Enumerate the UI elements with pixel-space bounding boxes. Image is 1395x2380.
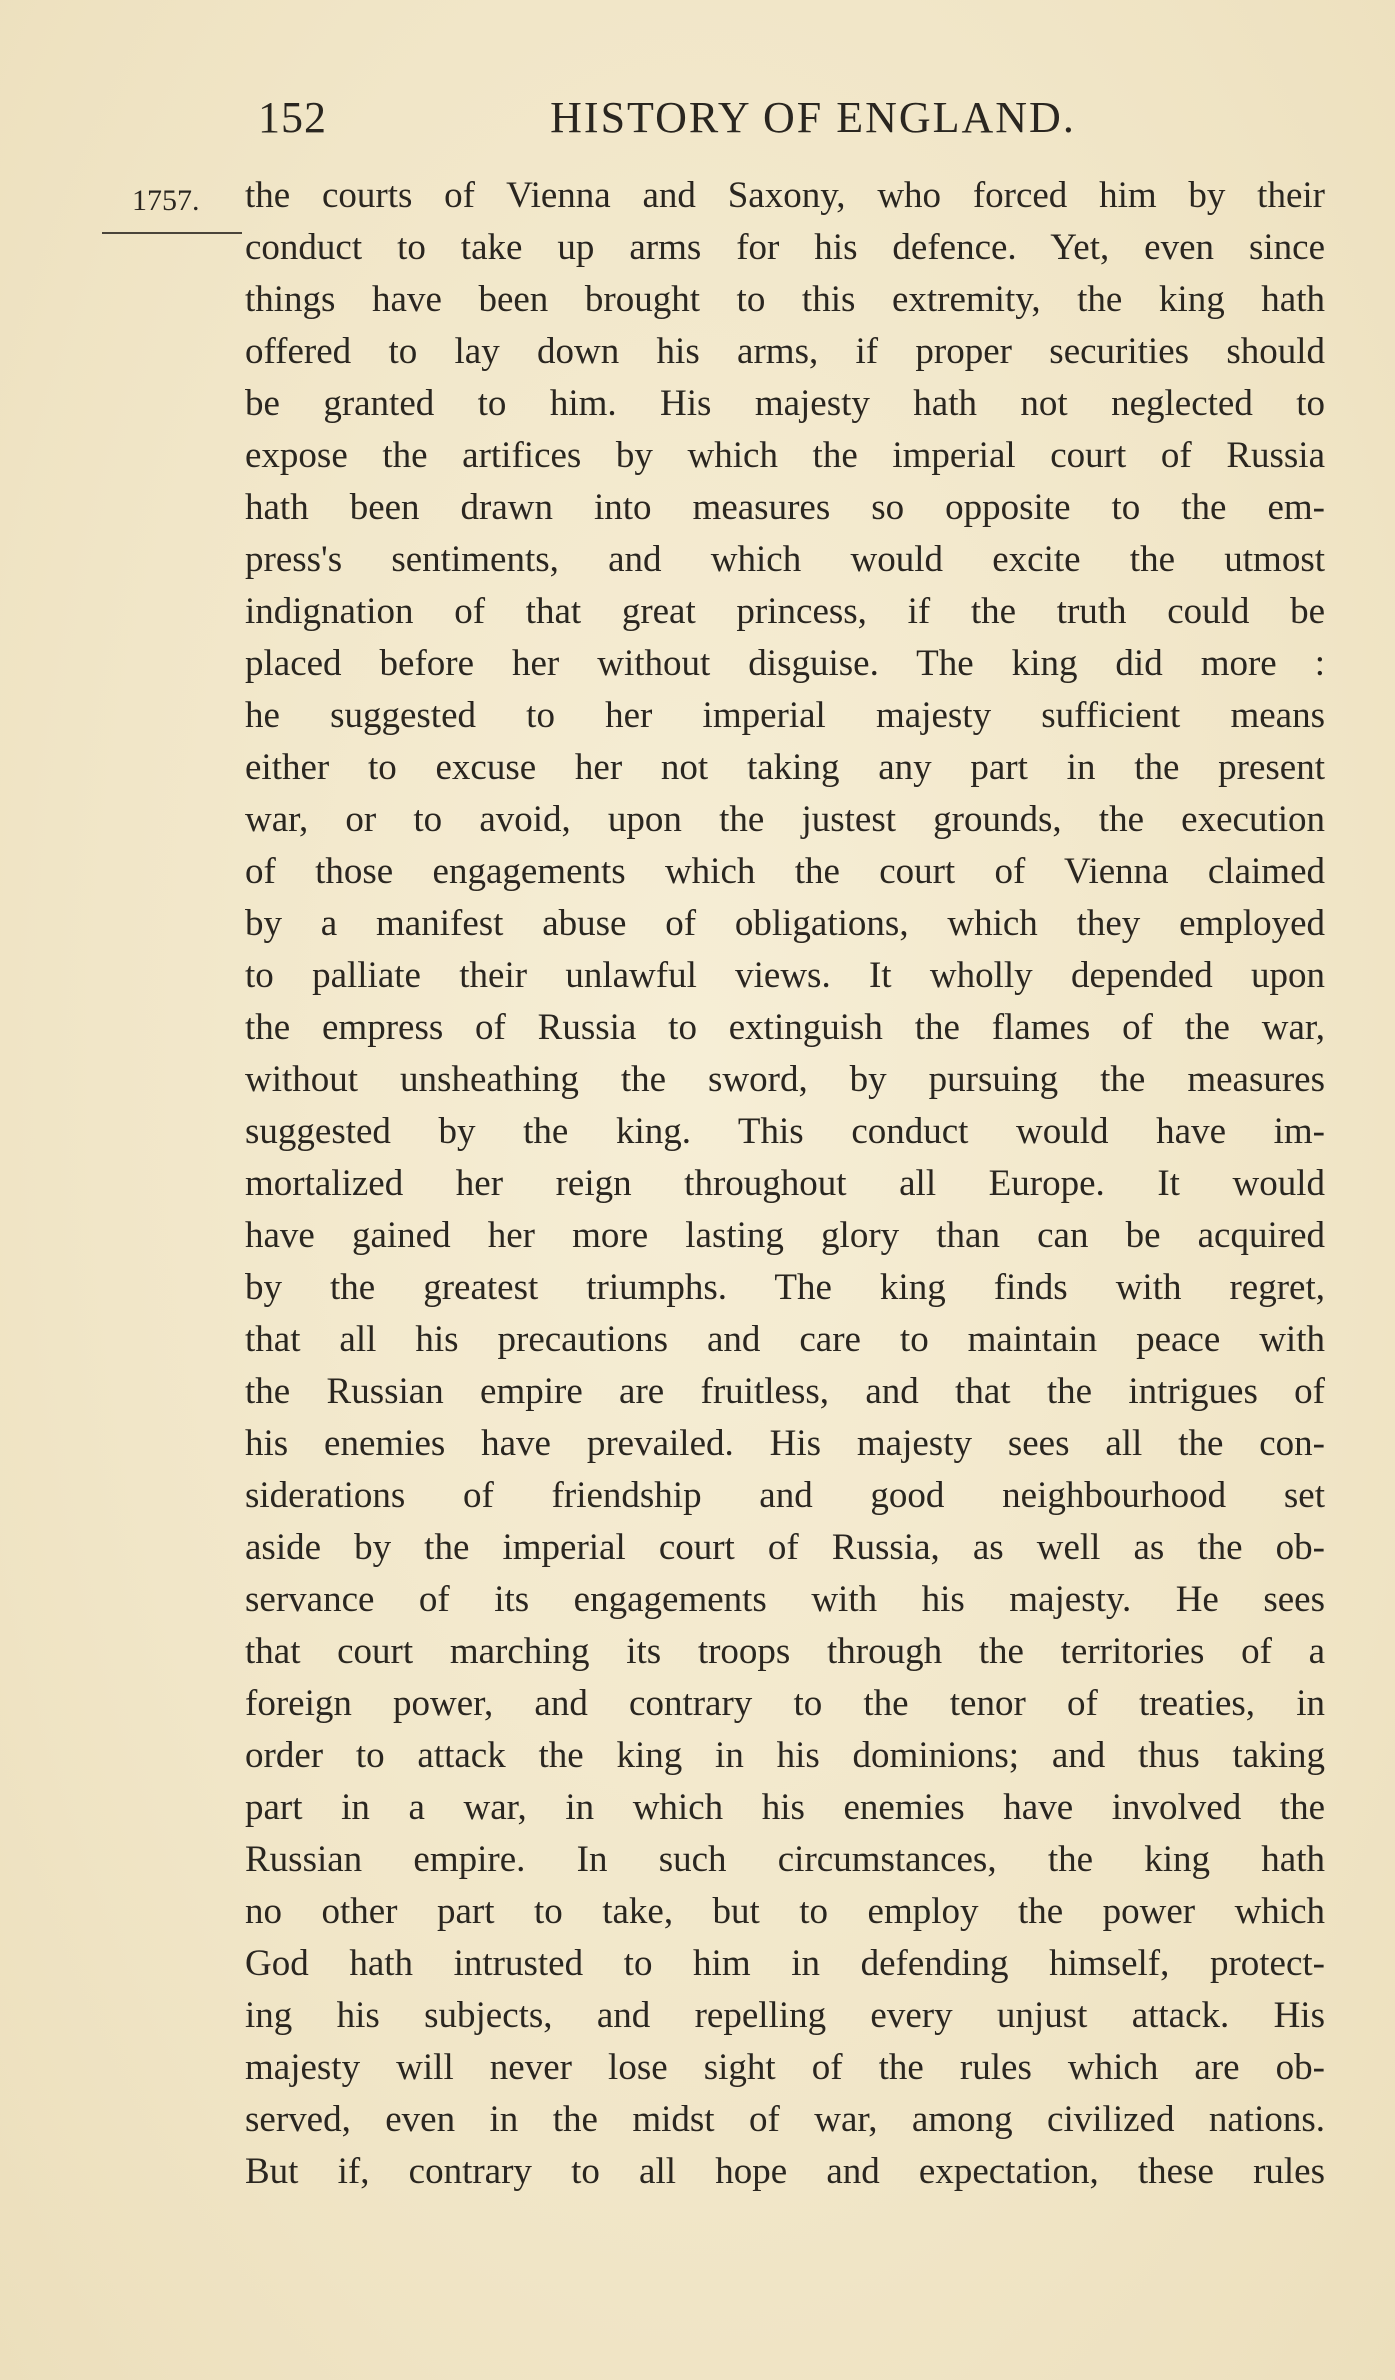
text-line: the Russian empire are fruitless, and that the intrigues of xyxy=(245,1371,1325,1412)
text-line: the empress of Russia to extinguish the flames of the war, xyxy=(245,1007,1325,1048)
text-line: have gained her more lasting glory than can be acquired xyxy=(245,1215,1325,1256)
text-line: the courts of Vienna and Saxony, who forced him by their xyxy=(245,175,1325,216)
text-line: by the greatest triumphs. The king finds with regret, xyxy=(245,1267,1325,1308)
text-line: foreign power, and contrary to the tenor of treaties, in xyxy=(245,1683,1325,1724)
text-line: that all his precautions and care to maintain peace with xyxy=(245,1319,1325,1360)
text-line: indignation of that great princess, if the truth could be xyxy=(245,591,1325,632)
text-line: that court marching its troops through the territories of a xyxy=(245,1631,1325,1672)
text-line: offered to lay down his arms, if proper securities should xyxy=(245,331,1325,372)
body-text xyxy=(245,170,1325,2198)
text-line: aside by the imperial court of Russia, as well as the ob- xyxy=(245,1527,1325,1568)
text-line: mortalized her reign throughout all Europe. It would xyxy=(245,1163,1325,1204)
text-line: servance of its engagements with his majesty. He sees xyxy=(245,1579,1325,1620)
page-number: 152 xyxy=(258,93,327,142)
text-line: served, even in the midst of war, among civilized nations. xyxy=(245,2099,1325,2140)
text-line: placed before her without disguise. The king did more : xyxy=(245,643,1325,684)
text-line: God hath intrusted to him in defending himself, protect- xyxy=(245,1943,1325,1984)
text-line: ing his subjects, and repelling every unjust attack. His xyxy=(245,1995,1325,2036)
text-line: siderations of friendship and good neighbourhood set xyxy=(245,1475,1325,1516)
text-line: suggested by the king. This conduct would have im- xyxy=(245,1111,1325,1152)
text-line: Russian empire. In such circumstances, the king hath xyxy=(245,1839,1325,1880)
text-line: press's sentiments, and which would excite the utmost xyxy=(245,539,1325,580)
text-line: he suggested to her imperial majesty sufficient means xyxy=(245,695,1325,736)
text-line: by a manifest abuse of obligations, which they employed xyxy=(245,903,1325,944)
text-line: war, or to avoid, upon the justest grounds, the execution xyxy=(245,799,1325,840)
text-line: no other part to take, but to employ the power which xyxy=(245,1891,1325,1932)
text-line: hath been drawn into measures so opposite to the em- xyxy=(245,487,1325,528)
text-line: things have been brought to this extremity, the king hath xyxy=(245,279,1325,320)
text-line: without unsheathing the sword, by pursuing the measures xyxy=(245,1059,1325,1100)
text-line: conduct to take up arms for his defence. Yet, even since xyxy=(245,227,1325,268)
text-line: part in a war, in which his enemies have involved the xyxy=(245,1787,1325,1828)
text-line: of those engagements which the court of Vienna claimed xyxy=(245,851,1325,892)
text-line: his enemies have prevailed. His majesty sees all the con- xyxy=(245,1423,1325,1464)
running-head xyxy=(258,92,1328,152)
text-line: majesty will never lose sight of the rules which are ob- xyxy=(245,2047,1325,2088)
text-line: to palliate their unlawful views. It wholly depended upon xyxy=(245,955,1325,996)
margin-year-note: 1757. xyxy=(132,184,200,217)
text-line: either to excuse her not taking any part in the present xyxy=(245,747,1325,788)
text-line: expose the artifices by which the imperial court of Russia xyxy=(245,435,1325,476)
margin-rule xyxy=(102,232,242,234)
running-title: HISTORY OF ENGLAND. xyxy=(550,93,1076,142)
text-line: But if, contrary to all hope and expectation, these rules xyxy=(245,2151,1325,2192)
text-line: order to attack the king in his dominions; and thus taking xyxy=(245,1735,1325,1776)
text-line: be granted to him. His majesty hath not neglected to xyxy=(245,383,1325,424)
